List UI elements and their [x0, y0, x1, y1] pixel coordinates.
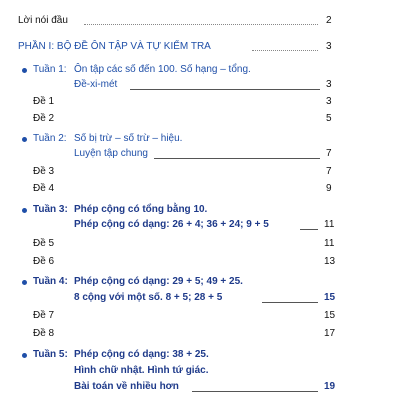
toc-week3-cont	[0, 217, 400, 233]
toc-part1-label: PHẦN I: BỘ ĐỀ ÔN TẬP VÀ TỰ KIỂM TRA	[18, 41, 211, 52]
toc-week1-label: Tuần 1:	[33, 64, 67, 75]
toc-de2-label: Đề 2	[33, 113, 55, 124]
toc-week2-cont	[0, 146, 400, 162]
toc-week3-line1: Phép cộng có tổng bằng 10.	[74, 204, 208, 215]
toc-week5-cont	[0, 363, 400, 379]
toc-week2-line2: Luyện tập chung	[74, 148, 148, 159]
toc-de3-label: Đề 3	[33, 166, 55, 177]
toc-week1	[0, 62, 400, 78]
leader-line	[154, 158, 320, 159]
toc-week4-page: 15	[324, 292, 336, 303]
toc-de6-page: 13	[324, 256, 336, 267]
toc-intro-label: Lời nói đầu	[18, 15, 68, 26]
toc-week5-line1: Phép cộng có dạng: 38 + 25.	[74, 349, 209, 360]
toc-intro	[0, 13, 400, 29]
toc-week4-line1: Phép cộng có dạng: 29 + 5; 49 + 25.	[74, 276, 243, 287]
toc-week2-label: Tuần 2:	[33, 133, 67, 144]
toc-week2-page: 7	[326, 148, 332, 159]
toc-week5	[0, 347, 400, 363]
toc-de8	[0, 326, 400, 342]
toc-week3-label: Tuần 3:	[33, 204, 68, 215]
leader-line	[192, 391, 318, 392]
toc-de6-label: Đề 6	[33, 256, 55, 267]
toc-week1-cont	[0, 77, 400, 93]
leader-dots	[84, 24, 318, 25]
toc-week5-line3: Bài toán về nhiều hơn	[74, 381, 179, 392]
toc-week3-page: 11	[324, 219, 335, 230]
toc-week5-line2: Hình chữ nhật. Hình tứ giác.	[74, 365, 209, 376]
toc-de5	[0, 236, 400, 252]
toc-de6	[0, 254, 400, 270]
toc-de7	[0, 308, 400, 324]
toc-week5-page: 19	[324, 381, 336, 392]
toc-de1	[0, 94, 400, 110]
toc-week4	[0, 274, 400, 290]
toc-de8-page: 17	[324, 328, 336, 339]
leader-line	[262, 302, 318, 303]
bullet-icon	[22, 353, 27, 358]
toc-week2	[0, 131, 400, 147]
toc-de2	[0, 111, 400, 127]
toc-week5-cont2	[0, 379, 400, 395]
toc-de2-page: 5	[326, 113, 332, 124]
toc-de4-label: Đề 4	[33, 183, 55, 194]
bullet-icon	[22, 137, 27, 142]
bullet-icon	[22, 68, 27, 73]
leader-dots	[252, 50, 318, 51]
toc-de1-page: 3	[326, 96, 332, 107]
toc-de7-page: 15	[324, 310, 336, 321]
toc-de3-page: 7	[326, 166, 332, 177]
toc-week3-line2: Phép cộng có dạng: 26 + 4; 36 + 24; 9 + 5	[74, 219, 269, 230]
toc-de3	[0, 164, 400, 180]
toc-part1	[0, 39, 400, 55]
toc-de8-label: Đề 8	[33, 328, 55, 339]
toc-de5-label: Đề 5	[33, 238, 55, 249]
toc-intro-page: 2	[326, 15, 332, 26]
bullet-icon	[22, 280, 27, 285]
toc-week2-line1: Số bị trừ – số trừ – hiệu.	[74, 133, 183, 144]
toc-de5-page: 11	[324, 238, 335, 249]
bullet-icon	[22, 208, 27, 213]
toc-part1-page: 3	[326, 41, 332, 52]
toc-de7-label: Đề 7	[33, 310, 55, 321]
toc-week3	[0, 202, 400, 218]
toc-week1-line1: Ôn tập các số đến 100. Số hạng – tổng.	[74, 64, 251, 75]
toc-week4-line2: 8 cộng với một số. 8 + 5; 28 + 5	[74, 292, 223, 303]
toc-week5-label: Tuần 5:	[33, 349, 68, 360]
toc-de1-label: Đề 1	[33, 96, 55, 107]
leader-line	[130, 89, 320, 90]
toc-week1-line2: Đề-xi-mét	[74, 79, 118, 90]
toc-de4	[0, 181, 400, 197]
toc-week1-page: 3	[326, 79, 332, 90]
toc-de4-page: 9	[326, 183, 332, 194]
toc-week4-cont	[0, 290, 400, 306]
leader-line	[300, 229, 318, 230]
toc-week4-label: Tuần 4:	[33, 276, 68, 287]
